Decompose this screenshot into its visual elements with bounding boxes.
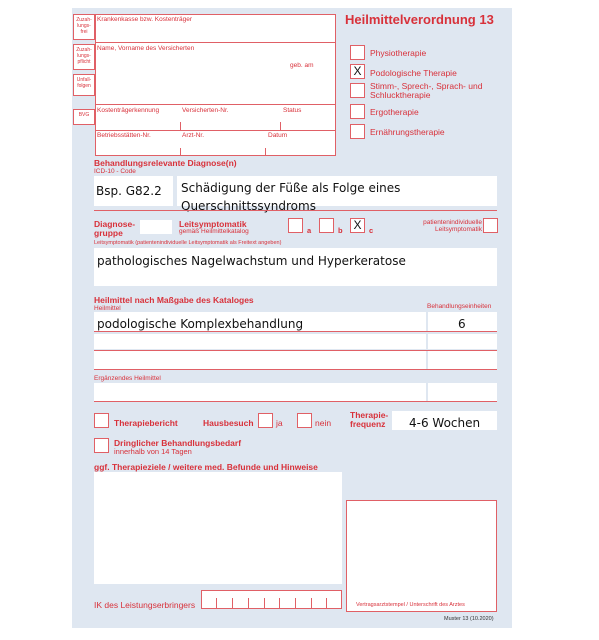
diagnosegruppe-label: Diagnose-gruppe xyxy=(94,219,136,238)
leit-text-field[interactable] xyxy=(94,248,497,286)
diagnosegruppe-field[interactable] xyxy=(140,220,172,234)
therapieziele-field[interactable] xyxy=(94,472,342,584)
einheiten-label: Behandlungseinheiten xyxy=(427,303,492,310)
therapiebericht-checkbox[interactable] xyxy=(94,413,109,428)
icd-field[interactable] xyxy=(94,176,173,206)
diagnosis-section-title: Behandlungsrelevante Diagnose(n) xyxy=(94,158,237,168)
ergotherapie-checkbox[interactable] xyxy=(350,104,365,119)
arzt-label: Arzt-Nr. xyxy=(182,132,205,139)
leit-a-label: a xyxy=(307,226,312,235)
stempel-label: Vertragsarztstempel / Unterschrift des Arztes xyxy=(356,602,465,608)
stimm-sprech-checkbox[interactable] xyxy=(350,83,365,98)
side-box-zuzahlungsfrei[interactable]: Zuzah-lungs-frei xyxy=(73,14,95,40)
patientenindividuelle-checkbox[interactable] xyxy=(483,218,498,233)
physiotherapie-checkbox[interactable] xyxy=(350,45,365,60)
heilmittel-label: Heilmittel xyxy=(94,305,121,312)
arztstempel-field[interactable] xyxy=(346,500,497,612)
kostentraeger-label: Kostenträgerkennung xyxy=(97,107,160,114)
leit-c-label: c xyxy=(369,226,374,235)
leit-c-checkbox[interactable]: X xyxy=(350,218,365,233)
datum-label: Datum xyxy=(268,132,288,139)
dringlich-checkbox[interactable] xyxy=(94,438,109,453)
hausbesuch-nein-checkbox[interactable] xyxy=(297,413,312,428)
bsnr-label: Betriebsstätten-Nr. xyxy=(97,132,151,139)
heilmittel-row-3[interactable] xyxy=(94,351,426,369)
einheiten-row-2[interactable] xyxy=(428,334,497,349)
frequenz-value: 4-6 Wochen xyxy=(409,416,481,430)
dringlich-sub: innerhalb von 14 Tagen xyxy=(114,447,192,456)
icd-value: Bsp. G82.2 xyxy=(96,184,162,198)
hausbesuch-ja-checkbox[interactable] xyxy=(258,413,273,428)
frequenz-field[interactable] xyxy=(392,411,497,430)
ernaehrungstherapie-checkbox[interactable] xyxy=(350,124,365,139)
hausbesuch-nein-label: nein xyxy=(315,418,332,428)
podologische-therapie-checkbox[interactable]: X xyxy=(350,64,365,79)
form-title: Heilmittelverordnung 13 xyxy=(345,12,494,27)
leit-b-checkbox[interactable] xyxy=(319,218,334,233)
heilmittel-row-1-name: podologische Komplexbehandlung xyxy=(97,317,304,331)
geb-label: geb. am xyxy=(290,62,314,69)
muster-label: Muster 13 (10.2020) xyxy=(444,616,494,622)
ergaenzend-units-field[interactable] xyxy=(428,383,497,401)
name-label: Name, Vorname des Versicherten xyxy=(97,45,195,52)
leit-text-label: Leitsymptomatik (patientenindividuelle Leitsymptomatik als Freitext angeben) xyxy=(94,240,282,246)
therapiebericht-label: Therapiebericht xyxy=(114,418,178,428)
hausbesuch-ja-label: ja xyxy=(276,418,283,428)
frequenz-label: Therapie-frequenz xyxy=(350,410,389,429)
diagnosis-text-field[interactable] xyxy=(177,176,497,213)
side-box-unfallfolgen[interactable]: Unfall-folgen xyxy=(73,74,95,96)
side-box-bvg[interactable]: BVG xyxy=(73,109,95,125)
ik-label: IK des Leistungserbringers xyxy=(94,600,196,610)
ergaenzend-label: Ergänzendes Heilmittel xyxy=(94,375,161,382)
podologische-therapie-label: Podologische Therapie xyxy=(370,68,457,78)
diagnosis-text: Schädigung der Füße als Folge eines Querschnittssyndroms xyxy=(181,181,401,213)
heilmittel-section-title: Heilmittel nach Maßgabe des Kataloges xyxy=(94,295,254,305)
patientenindividuelle-label: patientenindividuelle Leitsymptomatik xyxy=(423,219,482,233)
leit-text-value: pathologisches Nagelwachstum und Hyperkeratose xyxy=(97,254,406,268)
side-box-zuzahlungspflicht[interactable]: Zuzah-lungs-pflicht xyxy=(73,44,95,70)
einheiten-row-1-value: 6 xyxy=(458,317,466,331)
kasse-label: Krankenkasse bzw. Kostenträger xyxy=(97,16,193,23)
heilmittel-row-2[interactable] xyxy=(94,334,426,349)
hausbesuch-label: Hausbesuch xyxy=(203,418,254,428)
ergaenzend-field[interactable] xyxy=(94,383,426,401)
ik-field[interactable] xyxy=(201,590,342,609)
status-label: Status xyxy=(283,107,302,114)
dringlich-label: Dringlicher Behandlungsbedarf xyxy=(114,438,242,448)
leit-a-checkbox[interactable] xyxy=(288,218,303,233)
heilmittel-row-1[interactable] xyxy=(94,312,426,332)
ergotherapie-label: Ergotherapie xyxy=(370,107,419,117)
leit-b-label: b xyxy=(338,226,343,235)
physiotherapie-label: Physiotherapie xyxy=(370,48,427,58)
stimm-sprech-label: Stimm-, Sprech-, Sprach- und Schlucktherapie xyxy=(370,81,483,100)
therapieziele-label: ggf. Therapieziele / weitere med. Befunde und Hinweise xyxy=(94,462,318,472)
ernaehrungstherapie-label: Ernährungstherapie xyxy=(370,127,445,137)
einheiten-row-1[interactable] xyxy=(428,312,497,332)
versicherten-label: Versicherten-Nr. xyxy=(182,107,229,114)
leitsymptomatik-label: Leitsymptomatik xyxy=(179,219,247,229)
einheiten-row-3[interactable] xyxy=(428,351,497,369)
leitsymptomatik-sub: gemäß Heilmittelkatalog xyxy=(179,228,249,235)
icd-label: ICD-10 - Code xyxy=(94,168,136,175)
